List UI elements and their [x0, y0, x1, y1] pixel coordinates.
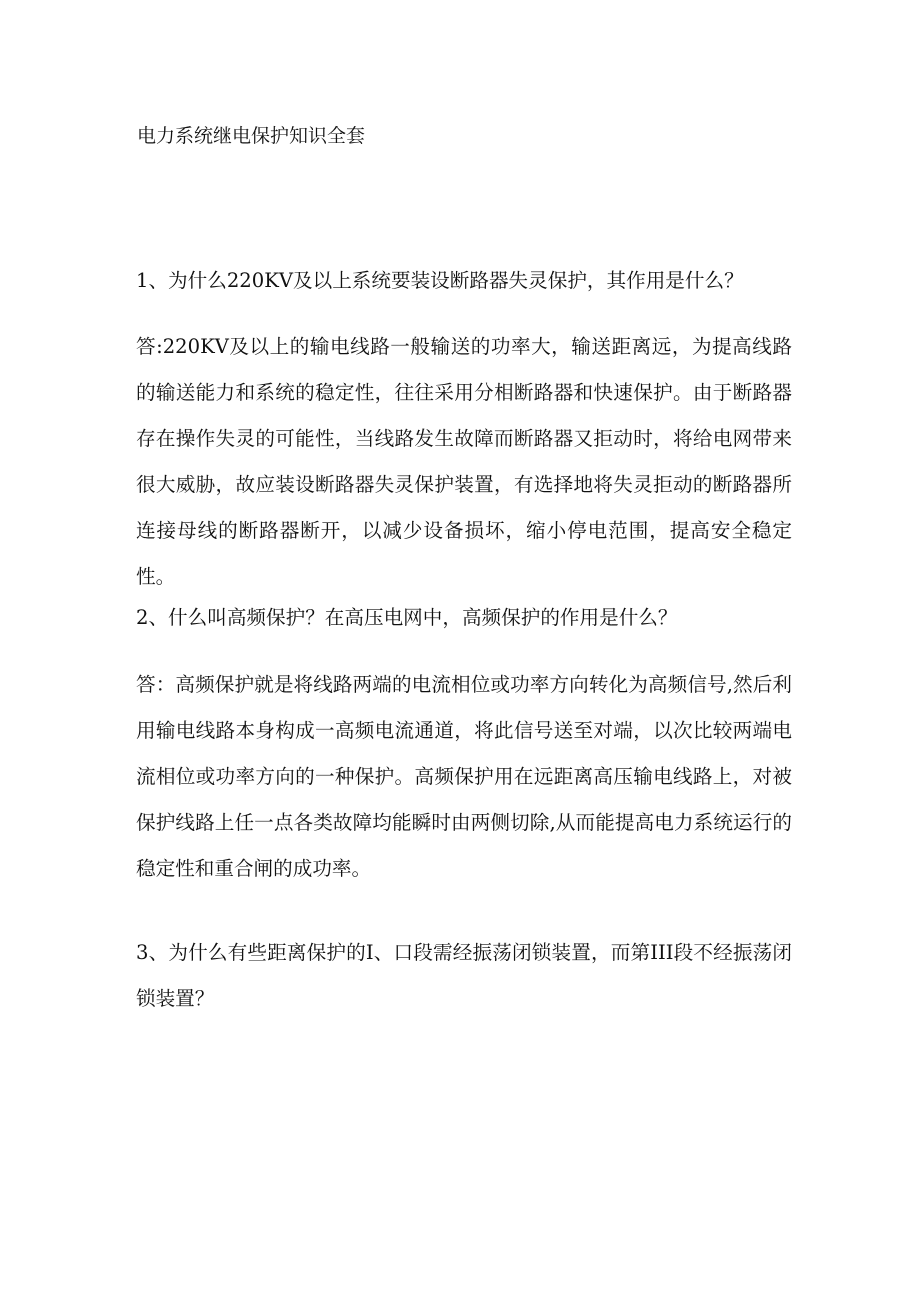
question-3: 3、为什么有些距离保护的I、口段需经振荡闭锁装置，而第III段不经振荡闭锁装置？	[136, 941, 792, 1010]
question-2: 2、什么叫高频保护？在高压电网中，高频保护的作用是什么？	[136, 606, 678, 629]
question-1: 1、为什么220KV及以上系统要装设断路器失灵保护，其作用是什么？	[136, 269, 744, 292]
document-title: 电力系统继电保护知识全套	[137, 125, 366, 147]
answer-1: 答:220KV及以上的输电线路一般输送的功率大，输送距离远，为提高线路的输送能力和系统的稳定性，往往采用分相断路器和快速保护。由于断路器存在操作失灵的可能性，当线路发生故障而断路器又拒动时，将给电网带来很大威胁，故应装设断路器失灵保护装置，有选择地将失灵拒动的断路器所连接母线的断路器断开，以减少设备损坏，缩小停电范围，提高安全稳定性。	[136, 335, 792, 588]
answer-2: 答：高频保护就是将线路两端的电流相位或功率方向转化为高频信号,然后利用输电线路本身构成一高频电流通道，将此信号送至对端，以次比较两端电流相位或功率方向的一种保护。高频保护用在远距离高压输电线路上，对被保护线路上任一点各类故障均能瞬时由两侧切除,从而能提高电力系统运行的稳定性和重合闸的成功率。	[136, 673, 792, 880]
